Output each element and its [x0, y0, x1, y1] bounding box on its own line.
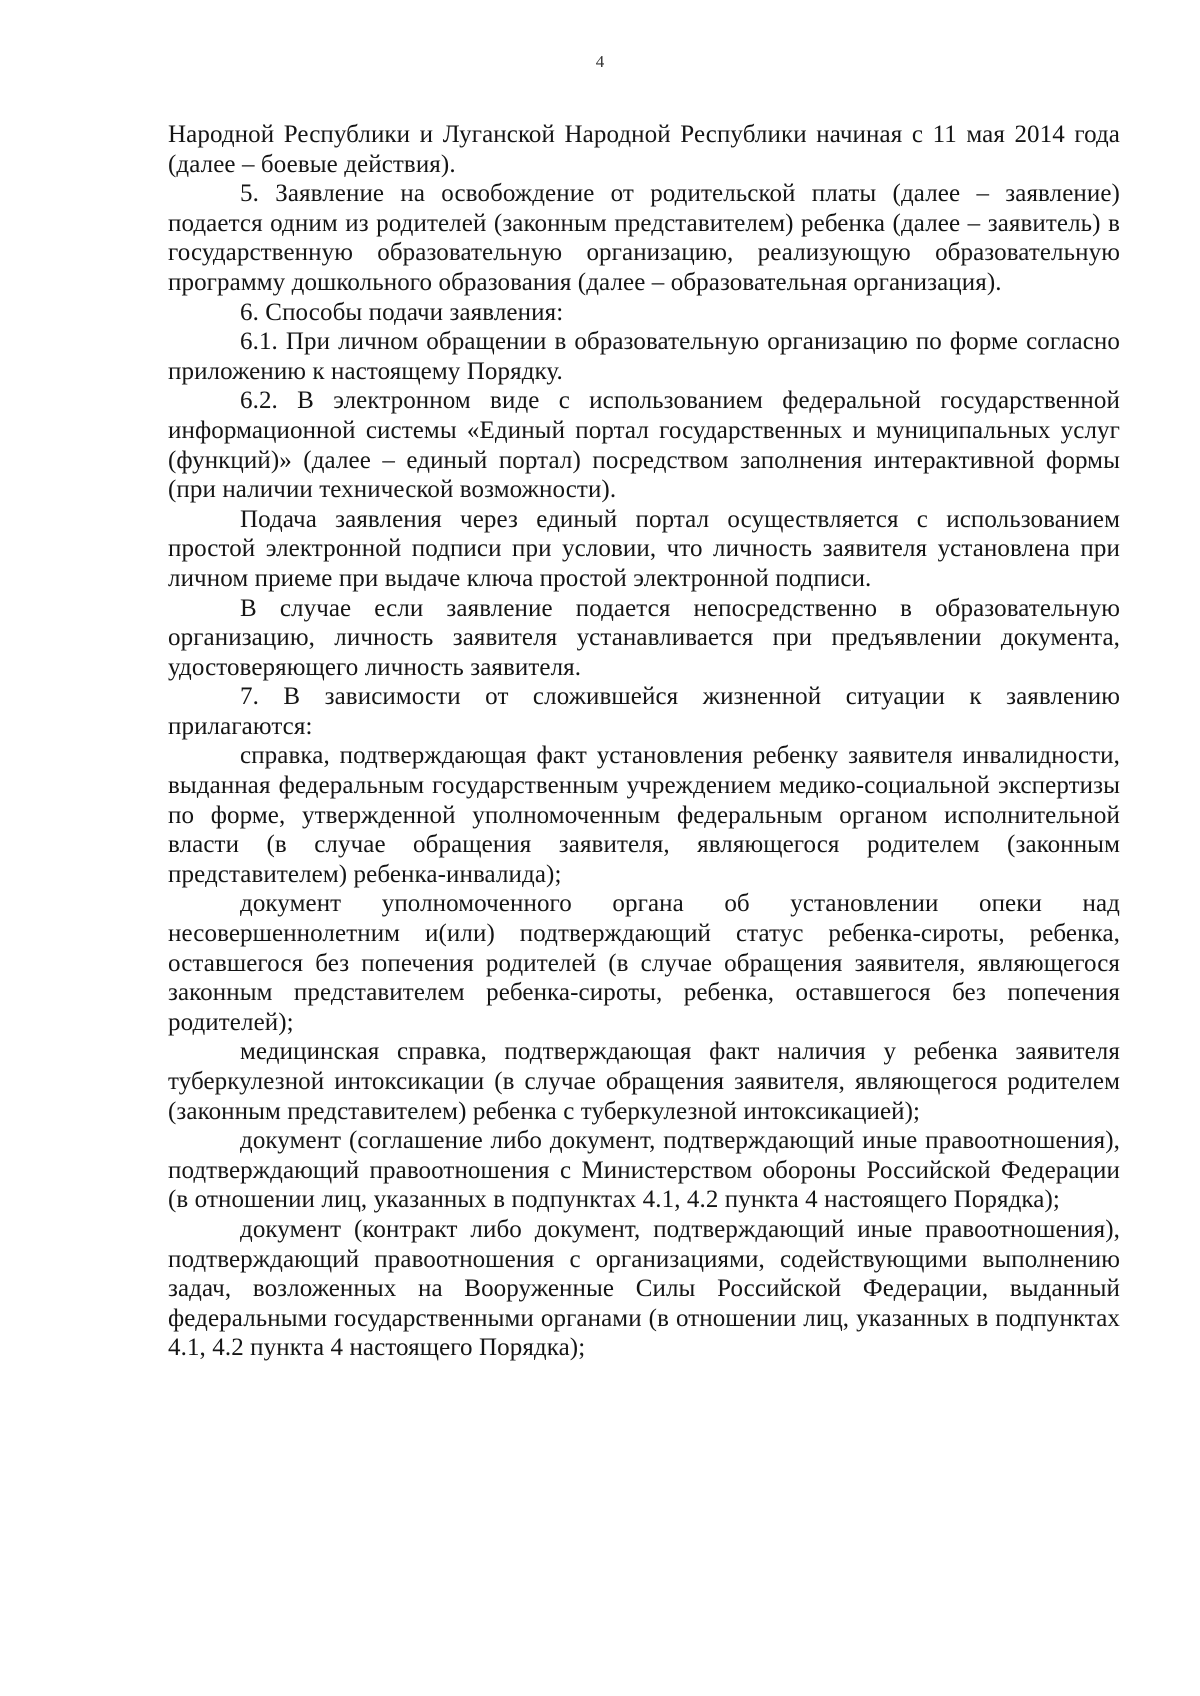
paragraph-continuation: Народной Республики и Луганской Народной Республики начиная с 11 мая 2014 года (далее – боевые действия).	[168, 121, 1120, 178]
document-body	[168, 120, 1120, 1363]
paragraph-item-6-2: 6.2. В электронном виде с использованием федеральной государственной информационной системы «Единый портал государственных и муниципальных услуг (функций)» (далее – единый портал) посредством заполнения интерактивной формы (при наличии технической возможности).	[168, 387, 1120, 504]
list-item-defense-ministry-document: документ (соглашение либо документ, подтверждающий иные правоотношения), подтверждающий правоотношения с Министерством обороны Российской Федерации (в отношении лиц, указанных в подпунктах 4.1, 4.2 пункта 4 настоящего Порядка);	[168, 1127, 1120, 1214]
paragraph-item-5: 5. Заявление на освобождение от родительской платы (далее – заявление) подается одним из родителей (законным представителем) ребенка (далее – заявитель) в государственную образовательную организацию, реализующую образовательную программу дошкольного образования (далее – образовательная организация).	[168, 180, 1120, 296]
paragraph-item-7: 7. В зависимости от сложившейся жизненной ситуации к заявлению прилагаются:	[168, 683, 1120, 740]
paragraph-portal-signature: Подача заявления через единый портал осуществляется с использованием простой электронной подписи при условии, что личность заявителя установлена при личном приеме при выдаче ключа простой электронной подписи.	[168, 505, 1120, 592]
paragraph-item-6-1: 6.1. При личном обращении в образовательную организацию по форме согласно приложению к настоящему Порядку.	[168, 328, 1120, 385]
list-item-tuberculosis-certificate: медицинская справка, подтверждающая факт наличия у ребенка заявителя туберкулезной интоксикации (в случае обращения заявителя, являющегося родителем (законным представителем) ребенка с туберкулезной интоксикацией);	[168, 1038, 1120, 1125]
page-number: 4	[595, 52, 605, 71]
list-item-contract-document: документ (контракт либо документ, подтверждающий иные правоотношения), подтверждающий правоотношения с организациями, содействующими выполнению задач, возложенных на Вооруженные Силы Российской Федерации, выданный федеральными государственными органами (в отношении лиц, указанных в подпунктах 4.1, 4.2 пункта 4 настоящего Порядка);	[168, 1215, 1120, 1362]
list-item-disability-certificate: справка, подтверждающая факт установления ребенку заявителя инвалидности, выданная федеральным государственным учреждением медико-социальной экспертизы по форме, утвержденной уполномоченным федеральным органом исполнительной власти (в случае обращения заявителя, являющегося родителем (законным представителем) ребенка-инвалида);	[168, 742, 1120, 888]
paragraph-identity-check: В случае если заявление подается непосредственно в образовательную организацию, личность заявителя устанавливается при предъявлении документа, удостоверяющего личность заявителя.	[168, 594, 1120, 681]
paragraph-item-6: 6. Способы подачи заявления:	[240, 298, 564, 326]
list-item-guardianship-document: документ уполномоченного органа об установлении опеки над несовершеннолетним и(или) подтверждающий статус ребенка-сироты, ребенка, оставшегося без попечения родителей (в случае обращения заявителя, являющегося законным представителем ребенка-сироты, ребенка, оставшегося без попечения родителей);	[168, 890, 1120, 1036]
